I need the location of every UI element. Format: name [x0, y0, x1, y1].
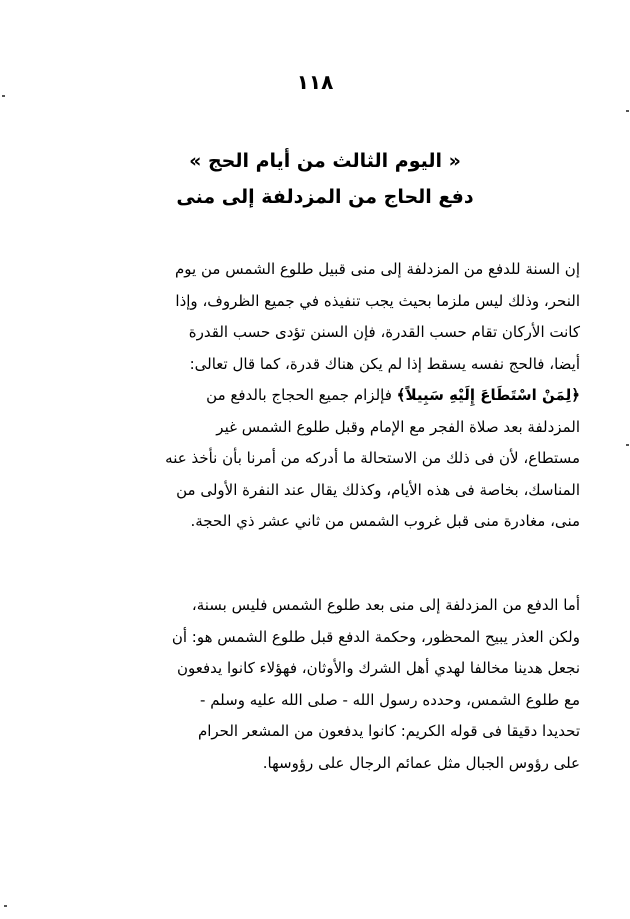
paragraph-1-line-5: [48, 380, 580, 412]
paragraph-1-line-4: أيضا، فالحج نفسه يسقط إذا لم يكن هناك قدرة، كما قال تعالى:: [189, 354, 580, 373]
chapter-subtitle: دفع الحاج من المزدلفة إلى منى: [176, 186, 474, 208]
paragraph-1-line-1: إن السنة للدفع من المزدلفة إلى منى قبيل طلوع الشمس من يوم: [175, 260, 580, 278]
paragraph-2-line-1: أما الدفع من المزدلفة إلى منى بعد طلوع الشمس فليس بسنة،: [191, 596, 580, 614]
page-number: ١١٨: [296, 70, 334, 94]
chapter-title: « اليوم الثالث من أيام الحج »: [189, 150, 461, 172]
scan-margin-mark: [4, 905, 7, 907]
paragraph-2-line-3: نجعل هدينا مخالفا لهدي أهل الشرك والأوثان، فهؤلاء كانوا يدفعون: [176, 659, 580, 677]
scan-margin-mark: [626, 444, 629, 446]
paragraph-1-line-9: منى، مغادرة منى قبل غروب الشمس من ثاني عشر ذي الحجة.: [190, 512, 580, 530]
paragraph-2-line-5: تحديدا دقيقا فى قوله الكريم: كانوا يدفعون من المشعر الحرام: [197, 722, 580, 740]
paragraph-2-line-6: على رؤوس الجبال مثل عمائم الرجال على رؤوسها.: [262, 753, 580, 772]
quran-verse: ﴿لِمَنْ اسْتَطَاعَ إِلَيْهِ سَبِيلاً﴾: [396, 386, 580, 404]
paragraph-1-line-6: المزدلفة بعد صلاة الفجر مع الإمام وقبل طلوع الشمس غير: [216, 417, 580, 436]
scan-margin-mark: [2, 95, 5, 97]
paragraph-2: [48, 590, 580, 779]
paragraph-1-line-3: كانت الأركان تقام حسب القدرة، فإن السنن تؤدى حسب القدرة: [188, 323, 580, 341]
scan-margin-mark: [626, 110, 629, 112]
paragraph-2-line-4: مع طلوع الشمس، وحدده رسول الله - صلى الله عليه وسلم -: [200, 690, 580, 709]
paragraph-1-line-8: المناسك، بخاصة فى هذه الأيام، وكذلك يقال عند النفرة الأولى من: [176, 480, 580, 499]
paragraph-1-line-7: مستطاع، لأن فى ذلك من الاستحالة ما أدركه من أمرنا بأن نأخذ عنه: [165, 449, 580, 467]
paragraph-1: [48, 254, 580, 538]
paragraph-1-line-2: النحر، وذلك ليس ملزما بحيث يجب تنفيذه في جميع الظروف، وإذا: [175, 291, 580, 310]
paragraph-2-line-2: ولكن العذر يبيح المحظور، وحكمة الدفع قبل طلوع الشمس هو: أن: [171, 627, 580, 646]
paragraph-1-line-5-rest: فإلزام جميع الحجاج بالدفع من: [206, 386, 397, 404]
